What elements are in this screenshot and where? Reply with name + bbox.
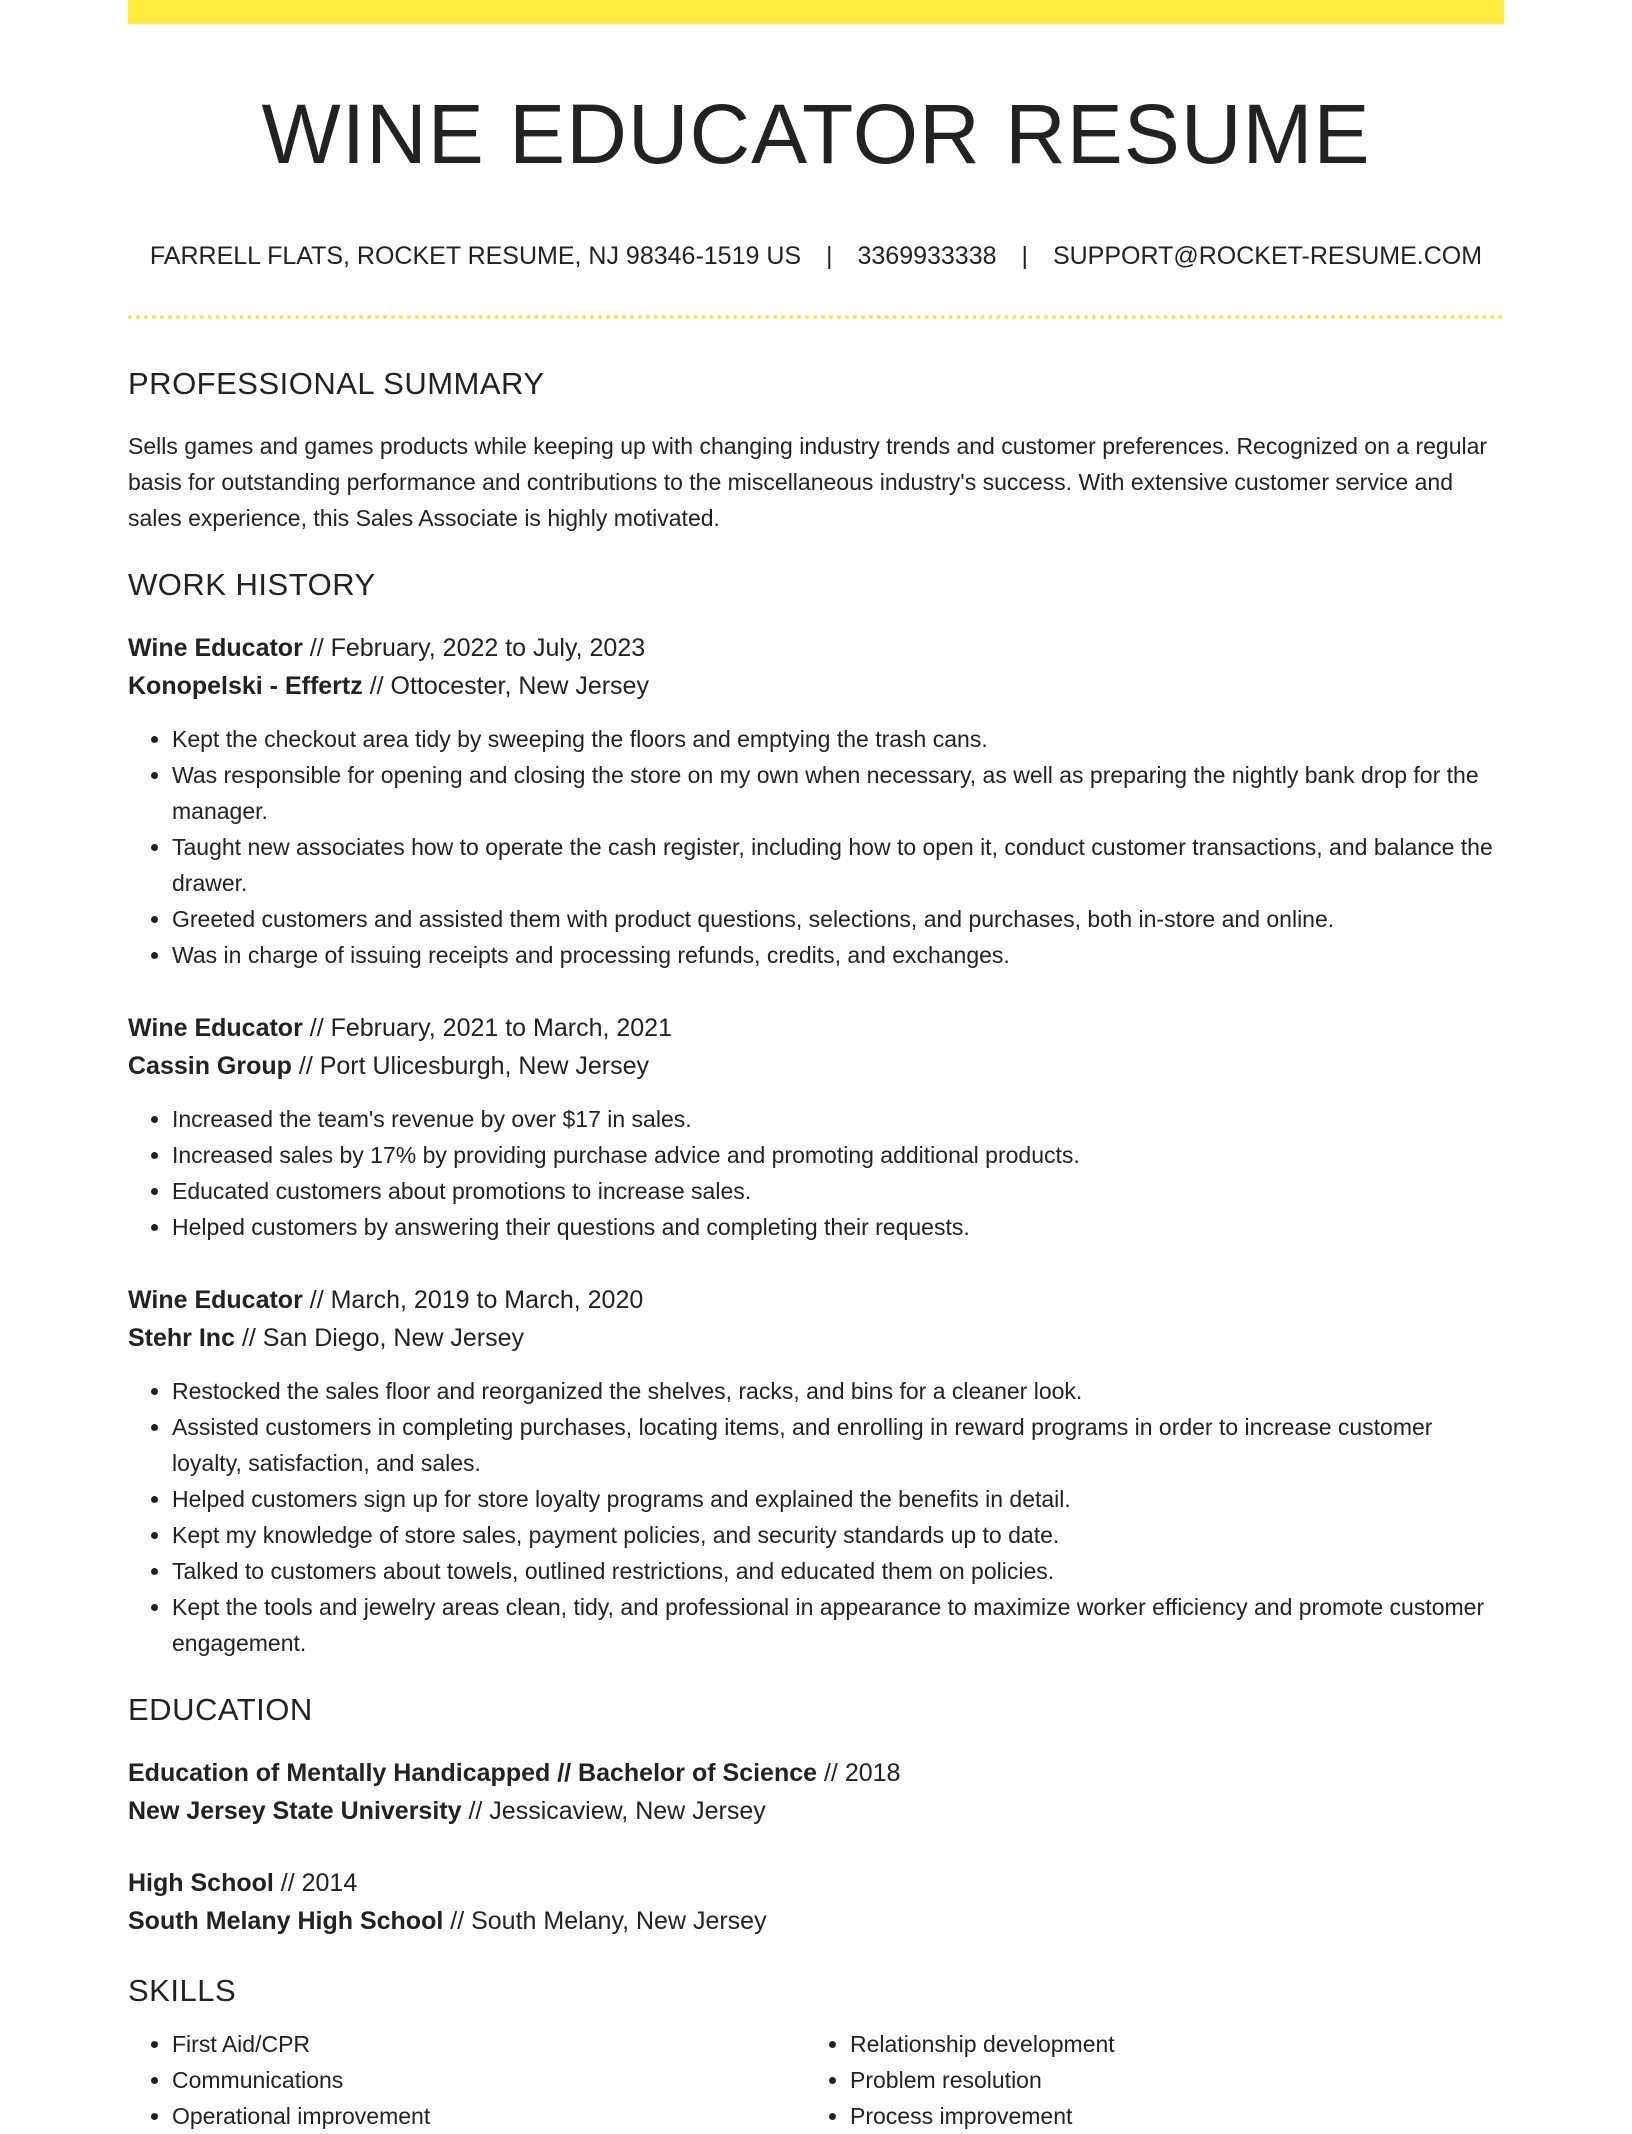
education-entry [128, 1754, 1504, 1830]
job-company: Stehr Inc [128, 1324, 235, 1353]
summary-text: Sells games and games products while keeping up with changing industry trends and customer preferences. Recognized on a regular basis for outstanding performance and contributions to the miscellaneous industry's success. With extensive customer service and sales experience, this Sales Associate is highly motivated. [128, 433, 1488, 532]
education-entry [128, 1864, 1504, 1940]
education-degree-line [128, 1754, 1504, 1792]
skills-grid [128, 2026, 1504, 2134]
list-item: • Helped customers by answering their questions and completing their requests. [172, 1209, 1504, 1245]
education-degree-line [128, 1864, 1504, 1902]
list-item: • Process improvement [850, 2098, 1484, 2134]
list-item: • Helped customers sign up for store loyalty programs and explained the benefits in detail. [172, 1481, 1504, 1517]
summary-heading: PROFESSIONAL SUMMARY [128, 365, 545, 401]
skills-column-right [806, 2026, 1484, 2134]
work-history-heading: WORK HISTORY [128, 567, 376, 603]
skills-list-left [128, 2026, 806, 2134]
dotted-divider [128, 315, 1504, 319]
education-location: // Jessicaview, New Jersey [468, 1797, 766, 1826]
job-title: Wine Educator [128, 1014, 303, 1043]
job-title-line [128, 629, 1504, 667]
list-item: • Educated customers about promotions to increase sales. [172, 1173, 1504, 1209]
list-item: • Talked to customers about towels, outlined restrictions, and educated them on policies. [172, 1553, 1504, 1589]
list-item: • Relationship development [850, 2026, 1484, 2062]
list-item: • Increased sales by 17% by providing purchase advice and promoting additional products. [172, 1137, 1504, 1173]
job-company: Cassin Group [128, 1052, 292, 1081]
job-company-line [128, 1047, 1504, 1085]
list-item: • Kept my knowledge of store sales, payment policies, and security standards up to date. [172, 1517, 1504, 1553]
list-item: • Was responsible for opening and closing the store on my own when necessary, as well as preparing the nightly bank drop for the manager. [172, 757, 1504, 829]
resume-page [128, 0, 1504, 2134]
list-item: • Was in charge of issuing receipts and processing refunds, credits, and exchanges. [172, 937, 1504, 973]
contact-separator: | [1021, 242, 1028, 271]
list-item: • Kept the tools and jewelry areas clean, tidy, and professional in appearance to maximize worker efficiency and promote customer engagement. [172, 1589, 1504, 1661]
job-company-line [128, 1319, 1504, 1357]
job-location: // Ottocester, New Jersey [369, 672, 649, 701]
education-school-line [128, 1792, 1504, 1830]
list-item: • Restocked the sales floor and reorganized the shelves, racks, and bins for a cleaner look. [172, 1373, 1504, 1409]
job-entry [128, 1009, 1504, 1245]
job-dates: // March, 2019 to March, 2020 [309, 1286, 644, 1315]
education-location: // South Melany, New Jersey [450, 1907, 767, 1936]
job-entry [128, 629, 1504, 973]
job-bullets [128, 721, 1504, 973]
job-title: Wine Educator [128, 1286, 303, 1315]
education-school: New Jersey State University [128, 1797, 462, 1826]
list-item: • Problem resolution [850, 2062, 1484, 2098]
job-title-line [128, 1009, 1504, 1047]
job-bullets [128, 1101, 1504, 1245]
contact-line [128, 240, 1504, 273]
job-location: // San Diego, New Jersey [241, 1324, 525, 1353]
list-item: • Increased the team's revenue by over $17 in sales. [172, 1101, 1504, 1137]
job-dates: // February, 2021 to March, 2021 [309, 1014, 672, 1043]
list-item: • Operational improvement [172, 2098, 806, 2134]
page-title: WINE EDUCATOR RESUME [261, 87, 1371, 181]
job-company-line [128, 667, 1504, 705]
education-school-line [128, 1902, 1504, 1940]
job-title: Wine Educator [128, 634, 303, 663]
top-accent-bar [128, 0, 1504, 24]
education-heading: EDUCATION [128, 1692, 313, 1728]
contact-phone: 3369933338 [857, 242, 997, 271]
skills-column-left [128, 2026, 806, 2134]
job-location: // Port Ulicesburgh, New Jersey [298, 1052, 649, 1081]
education-school: South Melany High School [128, 1907, 444, 1936]
list-item: • Kept the checkout area tidy by sweeping the floors and emptying the trash cans. [172, 721, 1504, 757]
list-item: • Greeted customers and assisted them with product questions, selections, and purchases, both in-store and online. [172, 901, 1504, 937]
list-item: • Taught new associates how to operate the cash register, including how to open it, conduct customer transactions, and balance the drawer. [172, 829, 1504, 901]
job-title-line [128, 1281, 1504, 1319]
job-company: Konopelski - Effertz [128, 672, 363, 701]
skills-heading: SKILLS [128, 1973, 237, 2009]
contact-separator: | [826, 242, 833, 271]
job-entry [128, 1281, 1504, 1661]
skills-list-right [806, 2026, 1484, 2134]
education-degree: Education of Mentally Handicapped // Bachelor of Science [128, 1759, 818, 1788]
list-item: • Communications [172, 2062, 806, 2098]
job-bullets [128, 1373, 1504, 1661]
contact-email: SUPPORT@ROCKET-RESUME.COM [1052, 242, 1483, 271]
list-item: • First Aid/CPR [172, 2026, 806, 2062]
education-year: // 2014 [280, 1869, 358, 1898]
job-dates: // February, 2022 to July, 2023 [309, 634, 646, 663]
education-degree: High School [128, 1869, 274, 1898]
contact-address: FARRELL FLATS, ROCKET RESUME, NJ 98346-1519 US [149, 242, 802, 271]
list-item: • Assisted customers in completing purchases, locating items, and enrolling in reward programs in order to increase customer loyalty, satisfaction, and sales. [172, 1409, 1504, 1481]
education-year: // 2018 [823, 1759, 901, 1788]
